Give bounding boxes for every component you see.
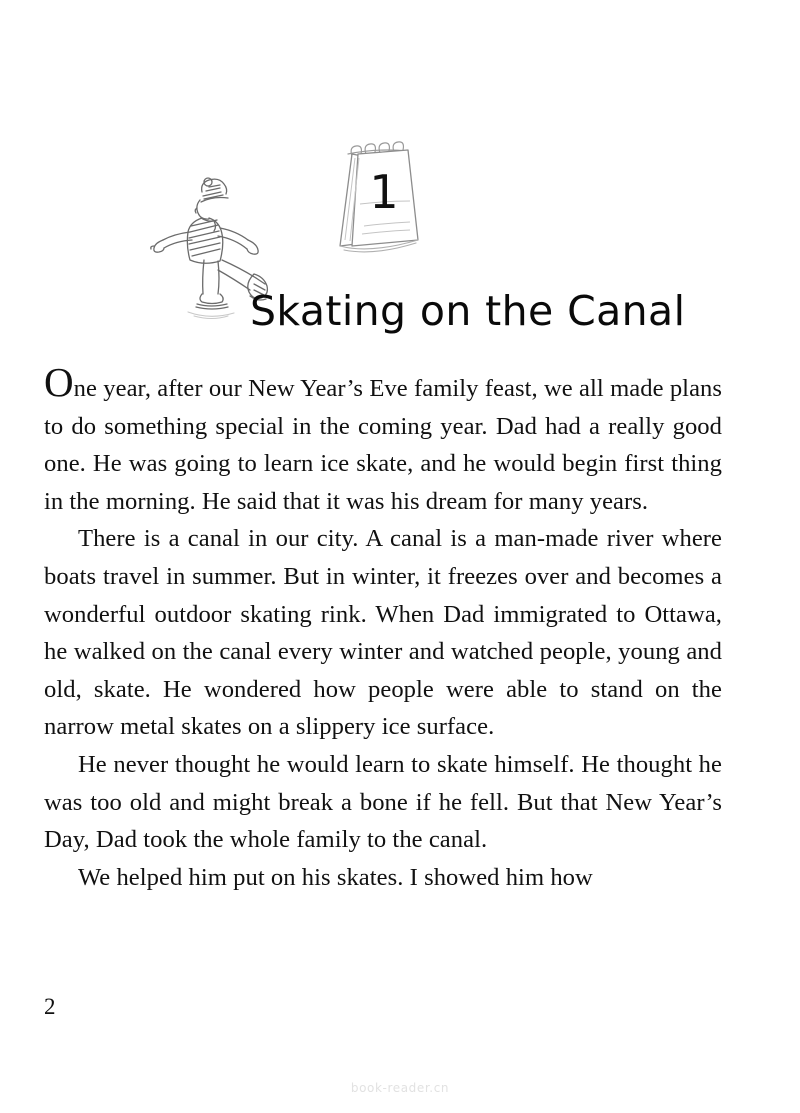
paragraph: We helped him put on his skates. I showed him how [78,863,593,891]
chapter-header [0,128,800,336]
paragraph: One year, after our New Year’s Eve family feast, we all made plans to do something special in the coming year. Dad had a really good one. He was going to learn ice skate, and he would begin first thing in the morning. He said that it was his dream for many years. [44,359,722,515]
body-text [44,359,722,896]
site-watermark: book-reader.cn [350,1081,450,1095]
chapter-title: Skating on the Canal [250,287,686,336]
chapter-number-glyph: 1 [369,165,399,219]
page-number: 2 [44,994,56,1019]
paragraph: He never thought he would learn to skate himself. He thought he was too old and might break a bone if he fell. But that New Year’s Day, Dad took the whole family to the canal. [44,750,722,854]
paragraph: There is a canal in our city. A canal is a man-made river where boats travel in summer. But in winter, it freezes over and becomes a wonderful outdoor skating rink. When Dad immigrated to Ottawa, he walked on the canal every winter and watched people, young and old, skate. He wondered how people were able to stand on the narrow metal skates on a slippery ice surface. [44,525,722,741]
desk-calendar-sketch-icon [322,134,442,260]
